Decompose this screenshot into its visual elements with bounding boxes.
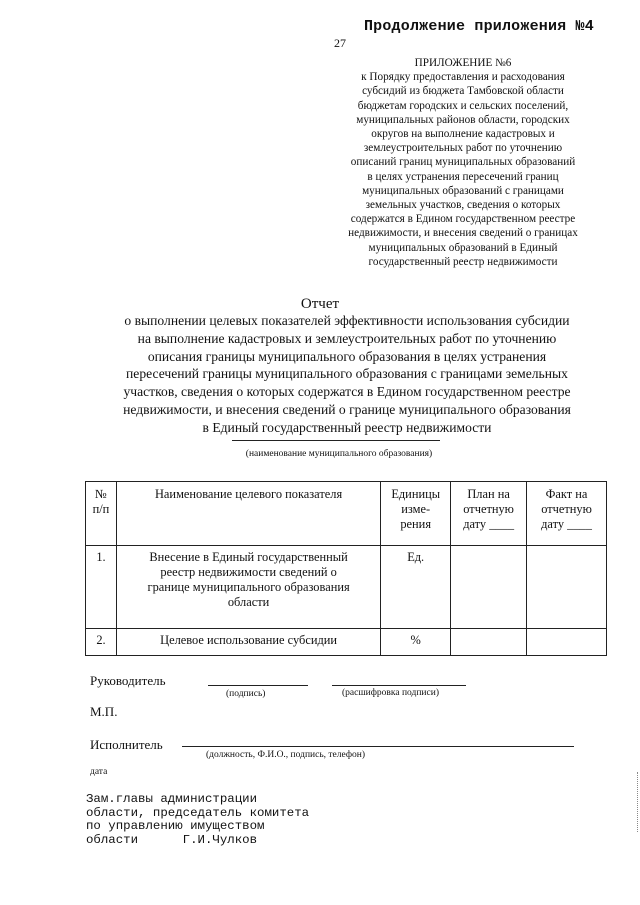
municipality-blank-line	[232, 440, 440, 441]
appendix-line: описаний границ муниципальных образований	[350, 156, 576, 169]
report-line: пересечений границы муниципального образования с границами земельных	[126, 366, 568, 382]
decode-line	[332, 685, 466, 686]
executor-line	[182, 746, 574, 747]
appendix-line: государственный реестр недвижимости	[368, 255, 558, 268]
row-unit: %	[381, 629, 451, 656]
table-row	[86, 629, 607, 656]
head-label: Руководитель	[90, 673, 166, 688]
continuation-header: Продолжение приложения №4	[363, 18, 594, 35]
header-num: № п/п	[86, 482, 117, 546]
footer-signatory: Зам.главы администрации области, председатель комитета по управлению имуществом области Г.И.Чулков	[86, 792, 310, 847]
scan-edge-mark	[631, 772, 638, 832]
appendix-line: к Порядку предоставления и расходования	[361, 71, 565, 84]
table-row	[86, 546, 607, 629]
appendix-line: муниципальных образований в Единый	[368, 241, 558, 254]
decode-caption: (расшифровка подписи)	[342, 688, 439, 698]
row-num: 1.	[86, 546, 117, 629]
appendix-line: субсидий из бюджета Тамбовской области	[362, 85, 564, 98]
appendix-line: землеустроительных работ по уточнению	[363, 142, 563, 155]
executor-caption: (должность, Ф.И.О., подпись, телефон)	[206, 750, 366, 760]
row-name: Целевое использование субсидии	[116, 629, 380, 656]
row-plan	[451, 629, 527, 656]
report-line: о выполнении целевых показателей эффективности использования субсидии	[124, 313, 570, 328]
report-line: на выполнение кадастровых и землеустроительных работ по уточнению	[137, 330, 557, 346]
row-plan	[451, 546, 527, 629]
appendix-line: земельных участков, сведения о которых	[365, 199, 561, 212]
appendix-line: в целях устранения пересечений границ	[367, 170, 559, 183]
appendix-line: содержатся в Едином государственном реестре	[350, 213, 576, 226]
appendix-line: муниципальных образований с границами	[362, 184, 564, 197]
appendix-line: недвижимости, и внесения сведений о границах	[348, 227, 578, 240]
header-name: Наименование целевого показателя	[116, 482, 380, 546]
header-fact: Факт на отчетную дату ____	[527, 482, 607, 546]
appendix-line: бюджетам городских и сельских поселений,	[357, 99, 569, 112]
date-label: дата	[90, 767, 108, 777]
report-title: Отчет	[300, 296, 340, 312]
row-fact	[527, 546, 607, 629]
header-units: Единицы изме- рения	[381, 482, 451, 546]
report-line: недвижимости, и внесения сведений о границе муниципального образования	[123, 401, 571, 417]
executor-label: Исполнитель	[90, 737, 163, 752]
stamp-label: М.П.	[90, 704, 118, 719]
appendix-block	[312, 56, 614, 269]
row-fact	[527, 629, 607, 656]
signature-caption: (подпись)	[226, 689, 266, 699]
row-num: 2.	[86, 629, 117, 656]
municipality-caption: (наименование муниципального образования)	[245, 449, 433, 459]
appendix-title: ПРИЛОЖЕНИЕ №6	[414, 57, 512, 69]
report-line: описания границы муниципального образования в целях устранения	[147, 348, 547, 364]
report-line: участков, сведения о которых содержатся в Едином государственном реестре	[123, 384, 571, 400]
row-name: Внесение в Единый государственный реестр недвижимости сведений о границе муниципального образования области	[116, 546, 380, 629]
header-plan: План на отчетную дату ____	[451, 482, 527, 546]
indicators-table	[85, 481, 607, 656]
page-number: 27	[334, 36, 346, 50]
appendix-line: округов на выполнение кадастровых и	[371, 128, 555, 141]
report-subtitle	[86, 312, 608, 437]
report-line: в Единый государственный реестр недвижимости	[202, 419, 492, 435]
appendix-line: муниципальных районов области, городских	[356, 113, 570, 126]
row-unit: Ед.	[381, 546, 451, 629]
signature-line	[208, 685, 308, 686]
table-header-row	[86, 482, 607, 546]
